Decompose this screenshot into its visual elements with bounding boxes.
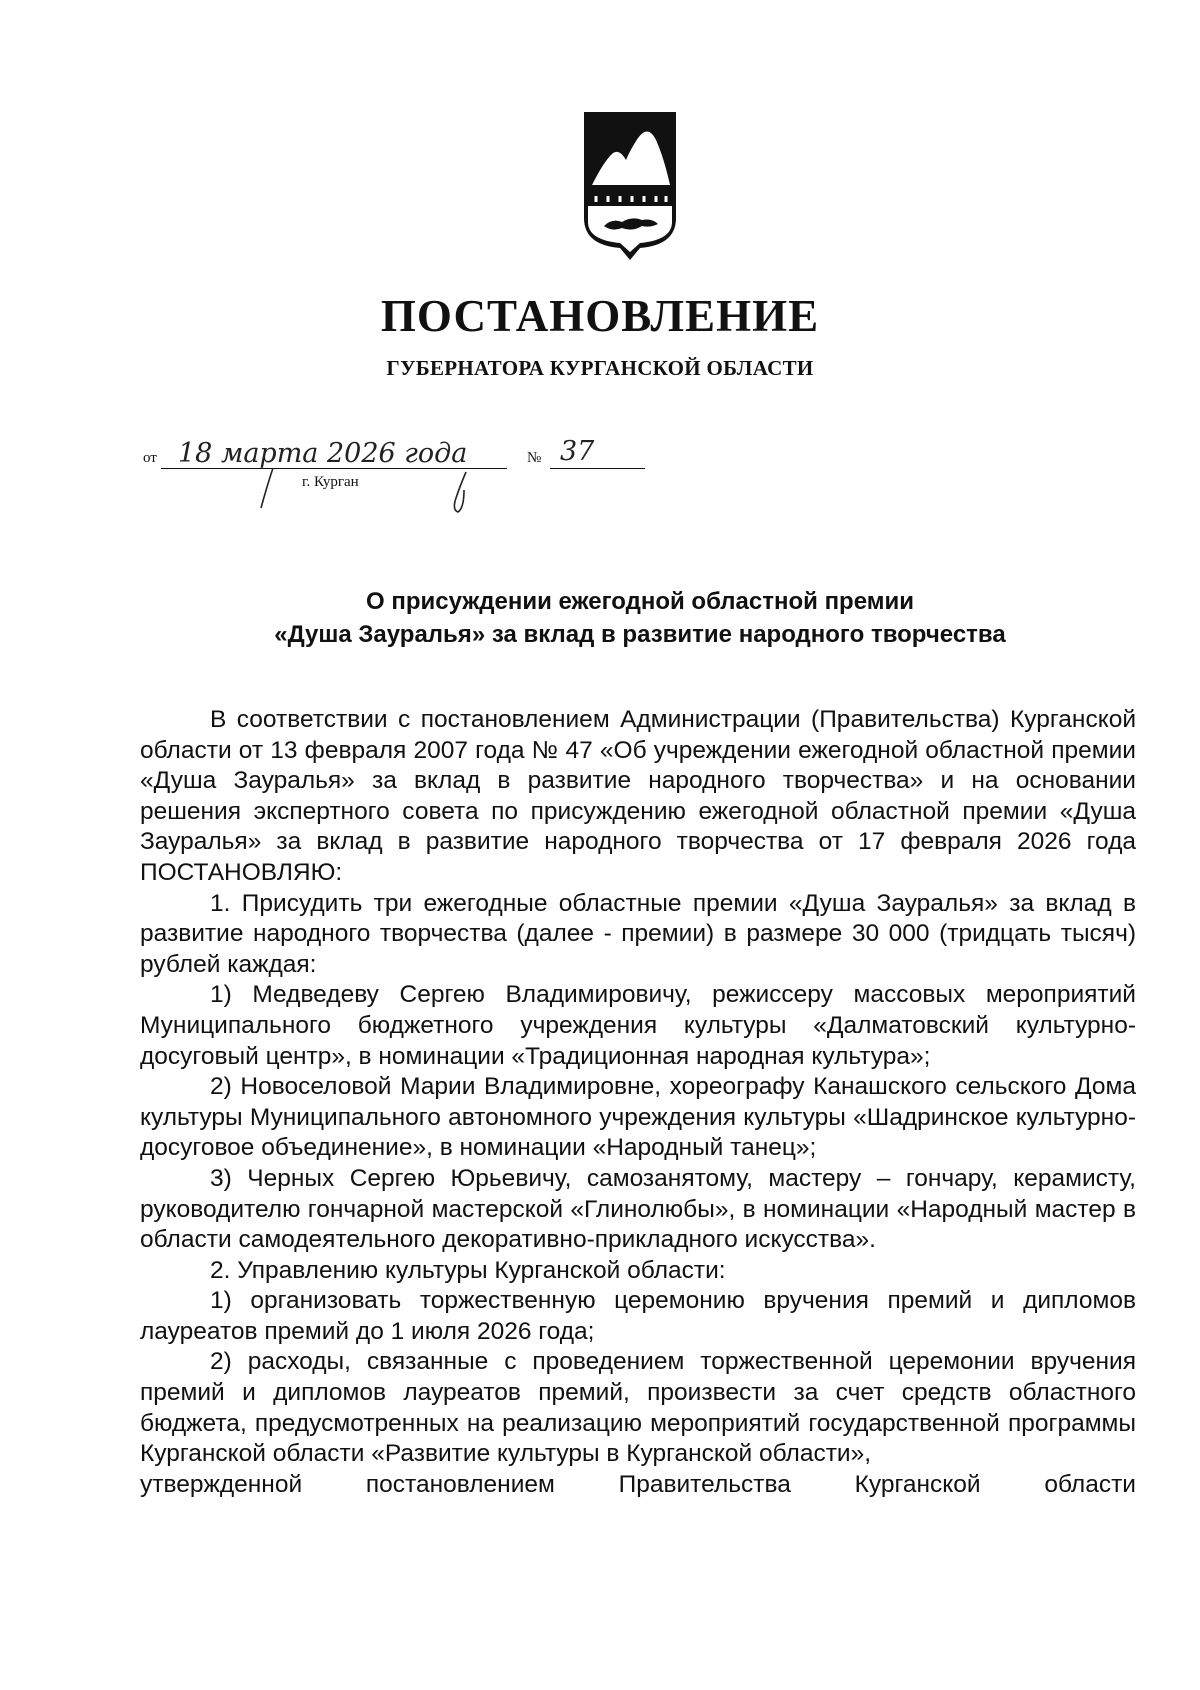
paragraph-1-item-2: 2) Новоселовой Марии Владимировне, хореографу Канашского сельского Дома культуры Муниципального автономного учреждения культуры «Шадринское культурно-досуговое объединение», в номинации «Народный танец»;: [140, 1073, 1136, 1162]
paragraph-2-item-2-continued: утвержденной постановлением Правительства Курганской области: [140, 1470, 1136, 1498]
handwritten-number: 37: [560, 436, 595, 467]
document-title: ПОСТАНОВЛЕНИЕ: [380, 291, 820, 341]
paragraph-1: 1. Присудить три ежегодные областные премии «Душа Зауралья» за вклад в развитие народного творчества (далее - премии) в размере 30 000 (тридцать тысяч) рублей каждая:: [140, 889, 1136, 978]
intro-paragraph: В соответствии с постановлением Администрации (Правительства) Курганской области от 13 февраля 2007 года № 47 «Об учреждении ежегодной областной премии «Душа Зауралья» за вклад в развитие народного творчества» и на основании решения экспертного совета по присуждению ежегодной областной премии «Душа Зауралья» за вклад в развитие народного творчества от 17 февраля 2026 года ПОСТАНОВЛЯЮ:: [140, 706, 1136, 886]
number-prefix: №: [527, 450, 542, 466]
date-prefix: от: [143, 450, 157, 466]
subject-line-2: «Душа Зауралья» за вклад в развитие народного творчества: [274, 621, 1006, 648]
coat-of-arms-emblem: [582, 110, 678, 265]
subject-line-1: О присуждении ежегодной областной премии: [365, 588, 915, 615]
document-body: [140, 705, 1136, 1500]
paragraph-1-item-1: 1) Медведеву Сергею Владимировичу, режиссеру массовых мероприятий Муниципального бюджетного учреждения культуры «Далматовский культурно-досуговый центр», в номинации «Традиционная народная культура»;: [140, 981, 1136, 1070]
paragraph-2: 2. Управлению культуры Курганской области:: [210, 1256, 726, 1284]
paragraph-2-item-1: 1) организовать торжественную церемонию вручения премий и дипломов лауреатов премий до 1 июля 2026 года;: [140, 1287, 1136, 1345]
handwritten-date: 18 марта 2026 года: [178, 438, 468, 469]
handwritten-stroke-left: [257, 466, 277, 511]
handwritten-stroke-right: [448, 470, 470, 515]
paragraph-2-item-2: 2) расходы, связанные с проведением торжественной церемонии вручения премий и дипломов лауреатов премий, произвести за счет средств областного бюджета, предусмотренных на реализацию мероприятий государственной программы Курганской области «Развитие культуры в Курганской области»,: [140, 1348, 1136, 1468]
document-subtitle: ГУБЕРНАТОРА КУРГАНСКОЙ ОБЛАСТИ: [386, 356, 814, 380]
paragraph-1-item-3: 3) Черных Сергею Юрьевичу, самозанятому, мастеру – гончару, керамисту, руководителю гончарной мастерской «Глинолюбы», в номинации «Народный мастер в области самодеятельного декоративно-прикладного искусства».: [140, 1164, 1136, 1254]
document-subject: [140, 585, 1140, 651]
number-underline: [550, 468, 645, 469]
city-label: г. Курган: [302, 474, 359, 490]
